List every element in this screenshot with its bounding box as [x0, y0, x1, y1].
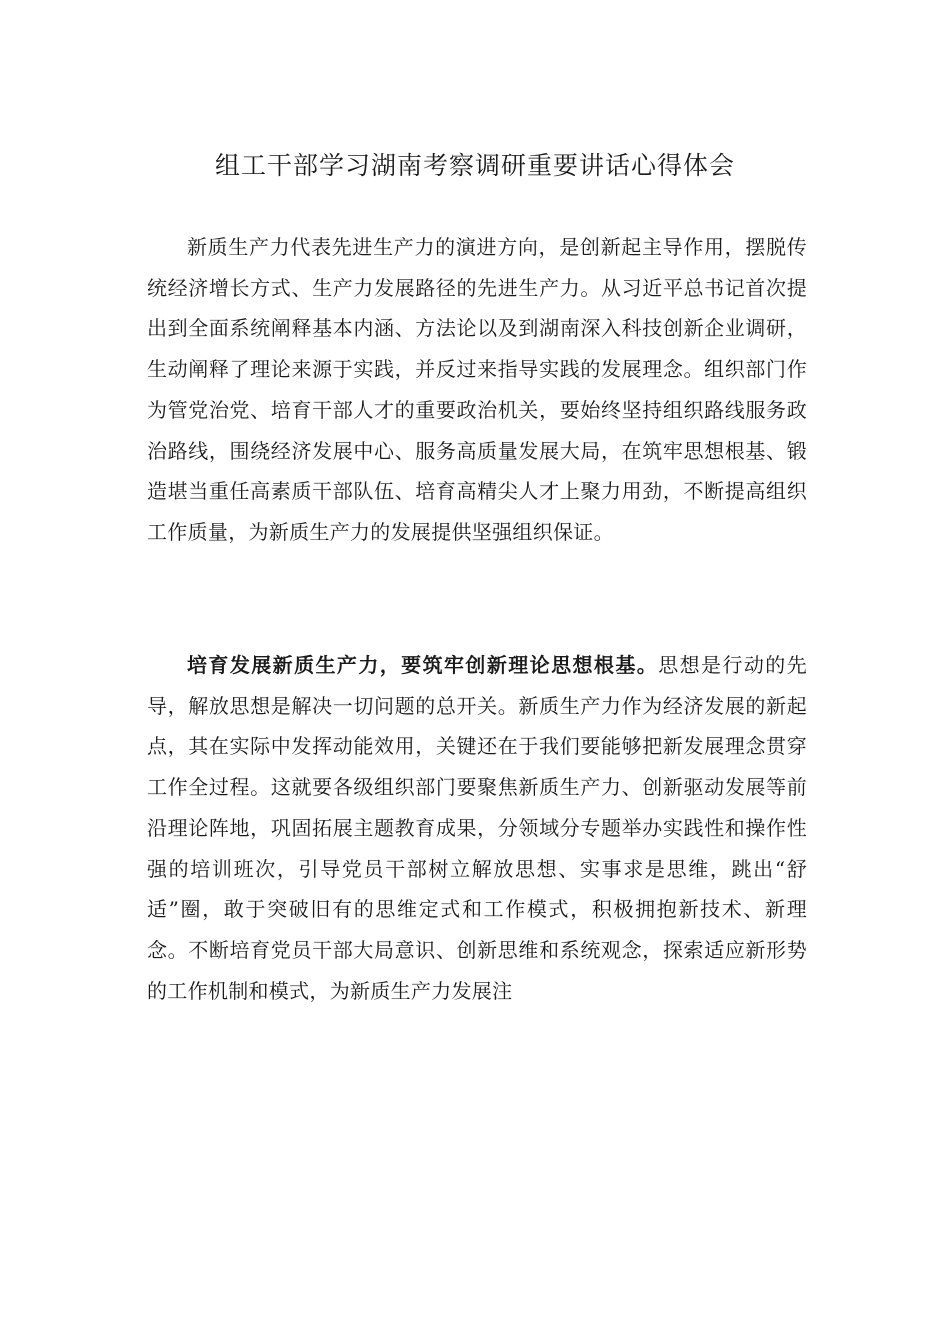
- paragraph-section-1: [147, 645, 807, 1011]
- paragraph-intro: [147, 227, 807, 553]
- section-1-lead-sentence: 培育发展新质生产力，要筑牢创新理论思想根基。: [187, 653, 659, 677]
- document-title: 组工干部学习湖南考察调研重要讲话心得体会: [214, 151, 735, 180]
- paragraph-intro-text: 新质生产力代表先进生产力的演进方向，是创新起主导作用，摆脱传统经济增长方式、生产力发展路径的先进生产力。从习近平总书记首次提出到全面系统阐释基本内涵、方法论以及到湖南深入科技创新企业调研，生动阐释了理论来源于实践，并反过来指导实践的发展理念。组织部门作为管党治党、培育干部人才的重要政治机关，要始终坚持组织路线服务政治路线，围绕经济发展中心、服务高质量发展大局，在筑牢思想根基、锻造堪当重任高素质干部队伍、培育高精尖人才上聚力用劲，不断提高组织工作质量，为新质生产力的发展提供坚强组织保证。: [147, 235, 807, 544]
- section-1-body-text: 思想是行动的先导，解放思想是解决一切问题的总开关。新质生产力作为经济发展的新起点，其在实际中发挥动能效用，关键还在于我们要能够把新发展理念贯穿工作全过程。这就要各级组织部门要聚焦新质生产力、创新驱动发展等前沿理论阵地，巩固拓展主题教育成果，分领域分专题举办实践性和操作性强的培训班次，引导党员干部树立解放思想、实事求是思维，跳出“舒适”圈，敢于突破旧有的思维定式和工作模式，积极拥抱新技术、新理念。不断培育党员干部大局意识、创新思维和系统观念，探索适应新形势的工作机制和模式，为新质生产力发展注: [147, 653, 807, 1003]
